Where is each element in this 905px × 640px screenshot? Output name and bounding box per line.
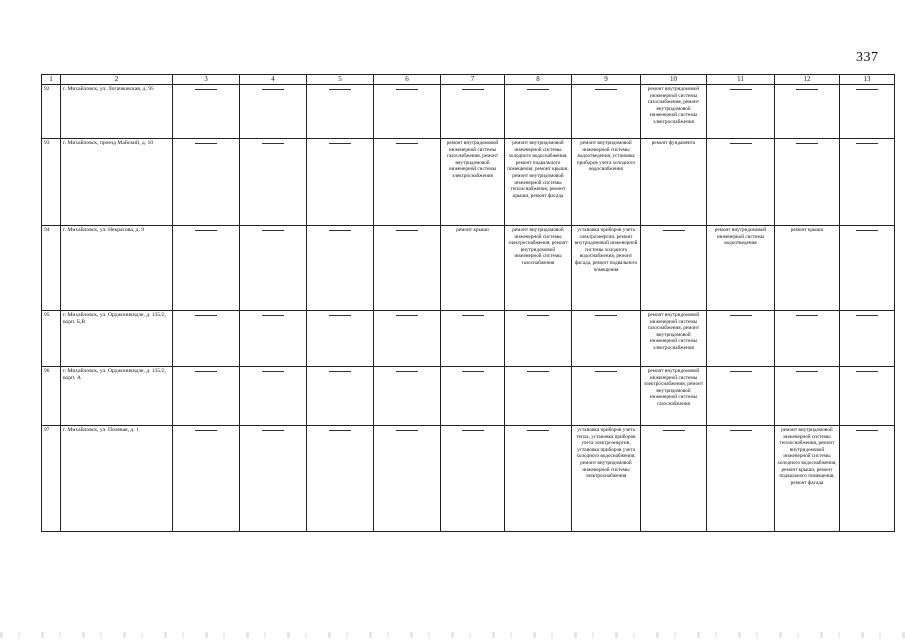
repair-work-cell: ремонт внутридомовой инженерной системы теплоснабжения, ремонт внутридомовой инженерной системы холодного водоснабжения, ремонт крыши, ремонт подвального помещения, ремонт фасада (775, 426, 840, 532)
dash-mark (262, 143, 284, 144)
column-header: 4 (240, 75, 307, 85)
empty-dash-cell (505, 85, 572, 139)
column-header: 10 (641, 75, 707, 85)
repair-work-cell: ремонт внутридомовой инженерной системы электроснабжения, ремонт внутридомовой инженерной системы газоснабжения (505, 226, 572, 311)
repair-work-cell: ремонт внутридомовой инженерной системы газоснабжения, ремонт внутридомовой инженерной системы электроснабжения (641, 311, 707, 367)
dash-mark (195, 89, 217, 90)
dash-mark (527, 315, 549, 316)
empty-dash-cell (572, 85, 641, 139)
dash-mark (856, 371, 878, 372)
dash-mark (396, 143, 418, 144)
empty-dash-cell (840, 226, 895, 311)
address-cell: г. Михайловск, ул. Некрасова, д. 9 (61, 226, 173, 311)
dash-mark (595, 315, 617, 316)
empty-dash-cell (307, 311, 374, 367)
dash-mark (595, 89, 617, 90)
row-number: 94 (42, 226, 61, 311)
dash-mark (730, 371, 752, 372)
empty-dash-cell (374, 311, 441, 367)
empty-dash-cell (307, 139, 374, 226)
repair-work-cell: ремонт внутридомовой инженерной системы электроснабжения, ремонт внутридомовой инженерной системы газоснабжения (641, 367, 707, 426)
dash-mark (527, 430, 549, 431)
empty-dash-cell (707, 139, 775, 226)
empty-dash-cell (374, 367, 441, 426)
empty-dash-cell (307, 426, 374, 532)
dash-mark (856, 315, 878, 316)
empty-dash-cell (173, 85, 240, 139)
address-cell: г. Михайловск, проезд Майский, д. 10 (61, 139, 173, 226)
column-header: 1 (42, 75, 61, 85)
dash-mark (730, 143, 752, 144)
empty-dash-cell (572, 311, 641, 367)
dash-mark (663, 430, 685, 431)
dash-mark (462, 371, 484, 372)
dash-mark (796, 143, 818, 144)
dash-mark (262, 430, 284, 431)
empty-dash-cell (441, 426, 505, 532)
repair-work-cell: ремонт внутридомовой инженерной системы водоотведения, установка приборов учета холодного водоснабжения (572, 139, 641, 226)
empty-dash-cell (374, 226, 441, 311)
column-header: 3 (173, 75, 240, 85)
dash-mark (329, 230, 351, 231)
column-header: 13 (840, 75, 895, 85)
empty-dash-cell (775, 311, 840, 367)
dash-mark (195, 371, 217, 372)
empty-dash-cell (307, 367, 374, 426)
dash-mark (195, 430, 217, 431)
dash-mark (329, 371, 351, 372)
dash-mark (462, 89, 484, 90)
column-header: 12 (775, 75, 840, 85)
empty-dash-cell (775, 139, 840, 226)
column-header: 2 (61, 75, 173, 85)
empty-dash-cell (173, 139, 240, 226)
dash-mark (396, 230, 418, 231)
capital-repair-table (41, 74, 895, 532)
repair-work-cell: установка приборов учета электроэнергии, ремонт внутридомовой инженерной системы холодного водоснабжения, ремонт фасада, ремонт подвального помещения (572, 226, 641, 311)
column-header: 7 (441, 75, 505, 85)
dash-mark (796, 89, 818, 90)
dash-mark (856, 430, 878, 431)
empty-dash-cell (240, 367, 307, 426)
empty-dash-cell (240, 226, 307, 311)
repair-work-cell: ремонт внутридомовой инженерной системы холодного водоснабжения, ремонт подвального помещения, ремонт крыши, ремонт внутридомовой инженерной системы теплоснабжения, ремонт крыши, ремонт фасада (505, 139, 572, 226)
empty-dash-cell (775, 85, 840, 139)
repair-work-cell: ремонт крыши (441, 226, 505, 311)
dash-mark (462, 315, 484, 316)
dash-mark (262, 89, 284, 90)
repair-work-cell: ремонт внутридомовой инженерной системы газоснабжения, ремонт внутридомовой инженерной системы электроснабжения (441, 139, 505, 226)
dash-mark (262, 371, 284, 372)
row-number: 95 (42, 311, 61, 367)
dash-mark (396, 89, 418, 90)
dash-mark (527, 89, 549, 90)
column-header: 9 (572, 75, 641, 85)
dash-mark (730, 89, 752, 90)
dash-mark (195, 143, 217, 144)
address-cell: г. Михайловск, ул. Полевая, д. 1 (61, 426, 173, 532)
empty-dash-cell (240, 85, 307, 139)
repair-work-cell: ремонт крыши (775, 226, 840, 311)
empty-dash-cell (840, 85, 895, 139)
dash-mark (396, 315, 418, 316)
repair-work-cell: ремонт фундамента (641, 139, 707, 226)
dash-mark (329, 143, 351, 144)
dash-mark (262, 230, 284, 231)
empty-dash-cell (374, 139, 441, 226)
empty-dash-cell (441, 367, 505, 426)
empty-dash-cell (173, 367, 240, 426)
dash-mark (796, 371, 818, 372)
dash-mark (856, 143, 878, 144)
column-header: 11 (707, 75, 775, 85)
table-row (42, 311, 895, 367)
empty-dash-cell (840, 311, 895, 367)
empty-dash-cell (240, 311, 307, 367)
empty-dash-cell (505, 367, 572, 426)
empty-dash-cell (775, 367, 840, 426)
empty-dash-cell (707, 85, 775, 139)
empty-dash-cell (840, 367, 895, 426)
column-header: 5 (307, 75, 374, 85)
repair-work-cell: ремонт внутридомовой инженерной системы водоотведения (707, 226, 775, 311)
address-cell: г. Михайловск, ул. Логачковская, д. 95 (61, 85, 173, 139)
row-number: 96 (42, 367, 61, 426)
column-number-row (42, 75, 895, 85)
dash-mark (396, 430, 418, 431)
dash-mark (396, 371, 418, 372)
table-row (42, 139, 895, 226)
empty-dash-cell (374, 426, 441, 532)
empty-dash-cell (641, 426, 707, 532)
empty-dash-cell (307, 85, 374, 139)
row-number: 93 (42, 139, 61, 226)
dash-mark (329, 430, 351, 431)
column-header: 6 (374, 75, 441, 85)
empty-dash-cell (840, 426, 895, 532)
empty-dash-cell (173, 226, 240, 311)
row-number: 97 (42, 426, 61, 532)
dash-mark (856, 89, 878, 90)
dash-mark (329, 315, 351, 316)
dash-mark (730, 430, 752, 431)
empty-dash-cell (641, 226, 707, 311)
empty-dash-cell (240, 139, 307, 226)
empty-dash-cell (707, 426, 775, 532)
dash-mark (796, 315, 818, 316)
table-row (42, 367, 895, 426)
dash-mark (329, 89, 351, 90)
repair-work-cell: ремонт внутридомовой инженерной системы газоснабжения, ремонт внутридомовой инженерной системы электроснабжения (641, 85, 707, 139)
empty-dash-cell (505, 426, 572, 532)
empty-dash-cell (707, 367, 775, 426)
empty-dash-cell (240, 426, 307, 532)
table-row (42, 85, 895, 139)
dash-mark (663, 230, 685, 231)
empty-dash-cell (441, 85, 505, 139)
dash-mark (856, 230, 878, 231)
empty-dash-cell (707, 311, 775, 367)
page-number: 337 (856, 50, 879, 65)
dash-mark (462, 430, 484, 431)
dash-mark (262, 315, 284, 316)
empty-dash-cell (505, 311, 572, 367)
empty-dash-cell (572, 367, 641, 426)
empty-dash-cell (307, 226, 374, 311)
dash-mark (527, 371, 549, 372)
table-row (42, 226, 895, 311)
address-cell: г. Михайловск, ул. Орджоникидзе, д. 135/2, корп. А (61, 367, 173, 426)
empty-dash-cell (840, 139, 895, 226)
empty-dash-cell (374, 85, 441, 139)
column-header: 8 (505, 75, 572, 85)
empty-dash-cell (173, 311, 240, 367)
empty-dash-cell (441, 311, 505, 367)
dash-mark (195, 315, 217, 316)
repair-work-cell: установка приборов учета тепла, установка приборов учета электроэнергии, установка приборов учета холодного водоснабжения, ремонт внутридомовой инженерной системы электроснабжения (572, 426, 641, 532)
empty-dash-cell (173, 426, 240, 532)
dash-mark (195, 230, 217, 231)
table-row (42, 426, 895, 532)
address-cell: г. Михайловск, ул. Орджоникидзе, д. 135/2, корп. Б,В (61, 311, 173, 367)
dash-mark (595, 371, 617, 372)
row-number: 92 (42, 85, 61, 139)
scan-artifact (0, 632, 905, 638)
dash-mark (730, 315, 752, 316)
